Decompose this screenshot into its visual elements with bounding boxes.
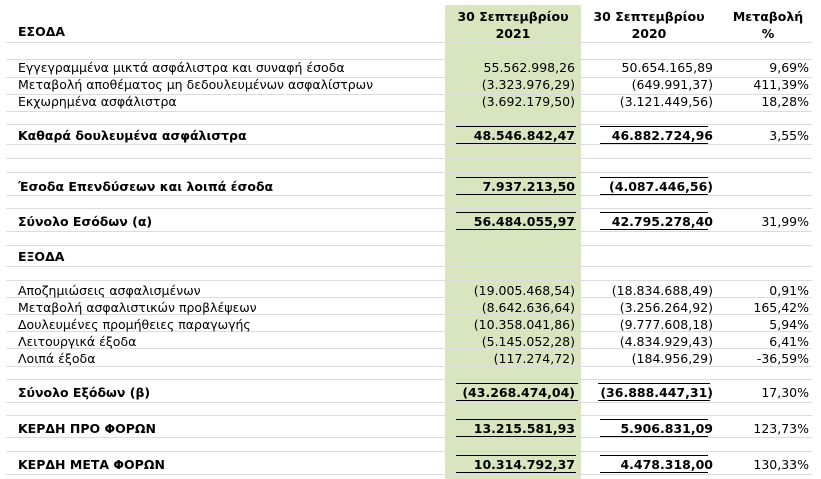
value-2021: (8.642.636,64) bbox=[481, 300, 575, 315]
divider bbox=[6, 415, 812, 416]
value-2020: 50.654.165,89 bbox=[621, 60, 713, 75]
value-2021: 48.546.842,47 bbox=[473, 128, 575, 143]
row-label: Σύνολο Εσόδων (α) bbox=[18, 214, 153, 229]
divider bbox=[6, 266, 812, 267]
divider bbox=[6, 402, 812, 403]
rule bbox=[456, 194, 576, 195]
table-row bbox=[0, 93, 821, 111]
row-label: Δουλευμένες προμήθειες παραγωγής bbox=[18, 317, 251, 332]
value-2020: (4.087.446,56) bbox=[609, 179, 713, 194]
row-label: ΚΕΡΔΗ ΠΡΟ ΦΟΡΩΝ bbox=[18, 421, 156, 436]
row-label: Εκχωρημένα ασφάλιστρα bbox=[18, 94, 177, 109]
change-percent: 3,55% bbox=[769, 128, 809, 143]
value-2020: (36.888.447,31) bbox=[600, 385, 713, 400]
table-row bbox=[0, 299, 821, 317]
rule bbox=[456, 436, 576, 437]
row-label: Μεταβολή ασφαλιστικών προβλέψεων bbox=[18, 300, 257, 315]
value-2020: (9.777.608,18) bbox=[619, 317, 713, 332]
value-2021: 7.937.213,50 bbox=[482, 179, 575, 194]
income-section-title: ΕΣΟΔΑ bbox=[18, 24, 66, 39]
table-row bbox=[0, 316, 821, 334]
column-header-change bbox=[722, 8, 814, 42]
change-percent: 5,94% bbox=[769, 317, 809, 332]
value-2020: 42.795.278,40 bbox=[611, 214, 713, 229]
rule bbox=[600, 143, 708, 144]
change-percent: -36,59% bbox=[756, 351, 809, 366]
table-row bbox=[0, 76, 821, 94]
divider bbox=[6, 379, 812, 380]
expenses-section-title: ΕΞΟΔΑ bbox=[18, 249, 65, 264]
value-2021: (3.692.179,50) bbox=[481, 94, 575, 109]
expenses-title-row bbox=[0, 248, 821, 266]
value-2021: 10.314.792,37 bbox=[473, 457, 575, 472]
row-label: Λειτουργικά έξοδα bbox=[18, 334, 137, 349]
value-2020: (3.121.449,56) bbox=[619, 94, 713, 109]
value-2021: (10.358.041,86) bbox=[473, 317, 575, 332]
table-row bbox=[0, 59, 821, 77]
table-row bbox=[0, 282, 821, 300]
change-percent: 411,39% bbox=[753, 77, 809, 92]
value-2020: (649.991,37) bbox=[631, 77, 713, 92]
table-row bbox=[0, 333, 821, 351]
change-percent: 0,91% bbox=[769, 283, 809, 298]
value-2021: 55.562.998,26 bbox=[483, 60, 575, 75]
rule bbox=[456, 143, 576, 144]
value-2021: 56.484.055,97 bbox=[473, 214, 575, 229]
value-2020: (4.834.929,43) bbox=[619, 334, 713, 349]
divider bbox=[6, 124, 812, 125]
rule bbox=[456, 229, 576, 230]
divider bbox=[6, 42, 812, 43]
divider bbox=[6, 208, 812, 209]
value-2020: 4.478.318,00 bbox=[620, 457, 713, 472]
value-2020: 5.906.831,09 bbox=[620, 421, 713, 436]
value-2021: (117.274,72) bbox=[493, 351, 575, 366]
change-percent: 130,33% bbox=[753, 457, 809, 472]
column-header-change-line1: Μεταβολή bbox=[732, 9, 804, 24]
divider bbox=[6, 231, 812, 232]
row-label: Σύνολο Εξόδων (β) bbox=[18, 385, 151, 400]
value-2021: (43.268.474,04) bbox=[462, 385, 575, 400]
value-2020: 46.882.724,96 bbox=[611, 128, 713, 143]
rule bbox=[600, 229, 708, 230]
row-label: ΚΕΡΔΗ ΜΕΤΑ ΦΟΡΩΝ bbox=[18, 457, 165, 472]
rule bbox=[456, 472, 576, 473]
divider bbox=[6, 172, 812, 173]
divider bbox=[6, 451, 812, 452]
value-2021: (3.323.976,29) bbox=[481, 77, 575, 92]
column-header-2020-line2: 2020 bbox=[631, 26, 667, 41]
change-percent: 6,41% bbox=[769, 334, 809, 349]
column-header-change-line2: % bbox=[761, 26, 775, 41]
column-header-2020-line1: 30 Σεπτεμβρίου bbox=[593, 9, 705, 24]
divider bbox=[6, 245, 812, 246]
column-header-2021 bbox=[445, 8, 581, 42]
row-label: Αποζημιώσεις ασφαλισμένων bbox=[18, 283, 201, 298]
divider bbox=[6, 474, 812, 475]
change-percent: 165,42% bbox=[753, 300, 809, 315]
column-header-2020 bbox=[586, 8, 712, 42]
divider bbox=[6, 158, 812, 159]
value-2020: (3.256.264,92) bbox=[619, 300, 713, 315]
row-label: Λοιπά έξοδα bbox=[18, 351, 96, 366]
value-2020: (18.834.688,49) bbox=[611, 283, 713, 298]
row-label: Καθαρά δουλευμένα ασφάλιστρα bbox=[18, 128, 247, 143]
column-header-2021-line2: 2021 bbox=[495, 26, 531, 41]
row-label: Έσοδα Επενδύσεων και λοιπά έσοδα bbox=[18, 179, 274, 194]
change-percent: 18,28% bbox=[761, 94, 809, 109]
row-label: Μεταβολή αποθέματος μη δεδουλευμένων ασφαλίστρων bbox=[18, 77, 374, 92]
change-percent: 123,73% bbox=[753, 421, 809, 436]
value-2021: 13.215.581,93 bbox=[473, 421, 575, 436]
change-percent: 9,69% bbox=[769, 60, 809, 75]
value-2021: (5.145.052,28) bbox=[481, 334, 575, 349]
divider bbox=[6, 280, 812, 281]
rule bbox=[598, 400, 710, 401]
value-2021: (19.005.468,54) bbox=[473, 283, 575, 298]
rule bbox=[456, 400, 578, 401]
value-2020: (184.956,29) bbox=[631, 351, 713, 366]
table-row bbox=[0, 350, 821, 368]
divider bbox=[6, 111, 812, 112]
rule bbox=[600, 472, 708, 473]
rule bbox=[600, 436, 708, 437]
change-percent: 17,30% bbox=[761, 385, 809, 400]
change-percent: 31,99% bbox=[761, 214, 809, 229]
rule bbox=[600, 194, 708, 195]
column-header-2021-line1: 30 Σεπτεμβρίου bbox=[457, 9, 569, 24]
row-label: Εγγεγραμμένα μικτά ασφάλιστρα και συναφή έσοδα bbox=[18, 60, 345, 75]
